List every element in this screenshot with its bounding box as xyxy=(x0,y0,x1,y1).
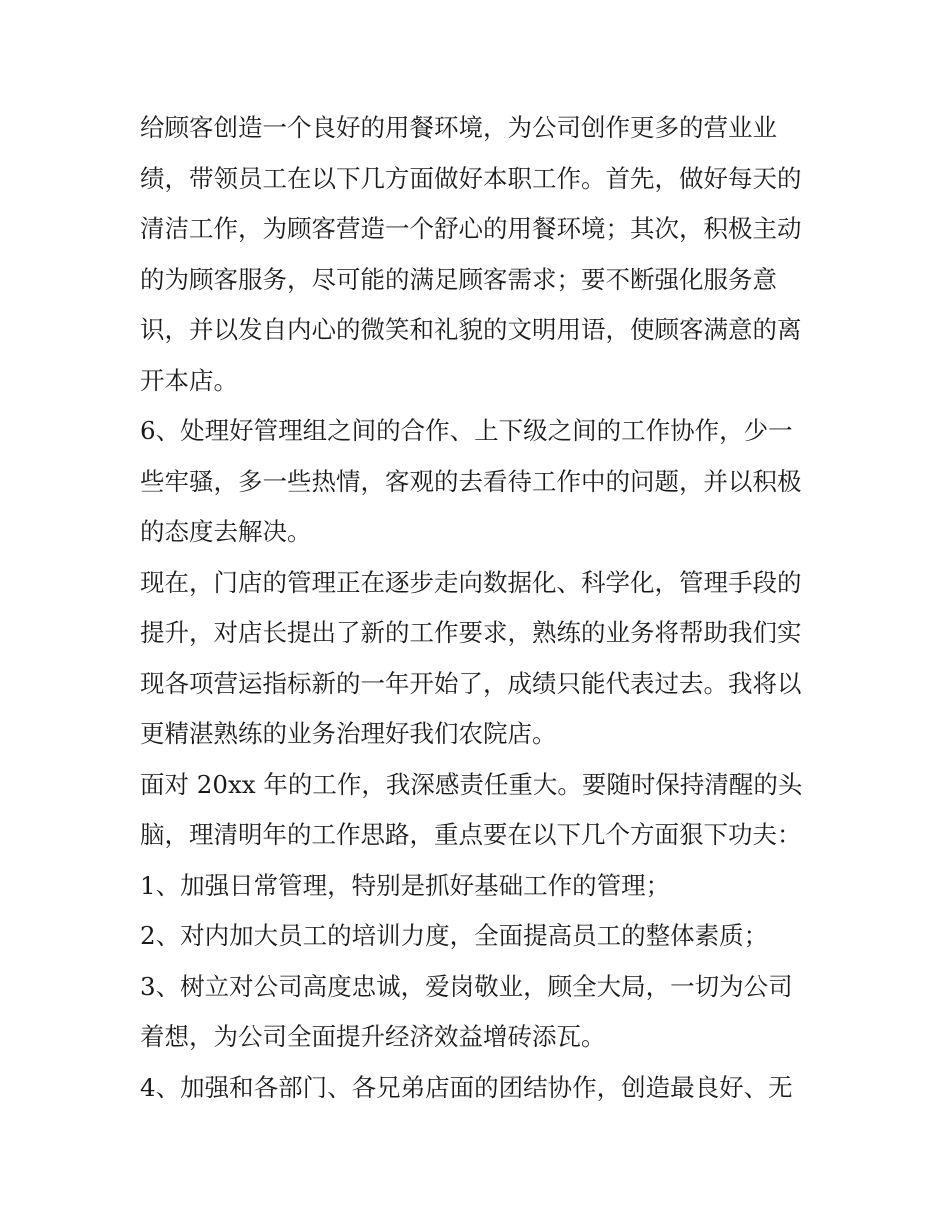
text-line: 脑，理清明年的工作思路，重点要在以下几个方面狠下功夫： xyxy=(140,820,802,849)
text-line: 清洁工作，为顾客营造一个舒心的用餐环境；其次，积极主动 xyxy=(140,214,802,243)
document-body xyxy=(140,103,820,1113)
text-line: 6、处理好管理组之间的合作、上下级之间的工作协作，少一 xyxy=(140,416,793,445)
text-line: 绩，带领员工在以下几方面做好本职工作。首先，做好每天的 xyxy=(140,163,802,193)
text-line: 的态度去解决。 xyxy=(140,517,312,546)
text-line: 面对 20xx 年的工作，我深感责任重大。要随时保持清醒的头 xyxy=(140,769,803,799)
text-line: 给顾客创造一个良好的用餐环境，为公司创作更多的营业业 xyxy=(140,113,777,142)
text-line: 着想，为公司全面提升经济效益增砖添瓦。 xyxy=(140,1022,606,1051)
text-line: 现在，门店的管理正在逐步走向数据化、科学化，管理手段的 xyxy=(140,567,802,597)
text-line: 4、加强和各部门、各兄弟店面的团结协作，创造最良好、无 xyxy=(140,1072,793,1102)
text-line: 1、加强日常管理，特别是抓好基础工作的管理； xyxy=(140,870,671,900)
text-line: 识，并以发自内心的微笑和礼貌的文明用语，使顾客满意的离 xyxy=(140,315,802,344)
text-line: 开本店。 xyxy=(140,365,238,395)
text-line: 现各项营运指标新的一年开始了，成绩只能代表过去。我将以 xyxy=(140,668,802,698)
text-line: 些牢骚，多一些热情，客观的去看待工作中的问题，并以积极 xyxy=(140,466,802,496)
text-line: 提升，对店长提出了新的工作要求，熟练的业务将帮助我们实 xyxy=(140,618,802,647)
text-line: 更精湛熟练的业务治理好我们农院店。 xyxy=(140,719,557,748)
text-line: 2、对内加大员工的培训力度，全面提高员工的整体素质； xyxy=(140,921,769,950)
text-line: 的为顾客服务，尽可能的满足顾客需求；要不断强化服务意 xyxy=(140,264,777,294)
text-line: 3、树立对公司高度忠诚，爱岗敬业，顾全大局，一切为公司 xyxy=(140,971,793,1001)
